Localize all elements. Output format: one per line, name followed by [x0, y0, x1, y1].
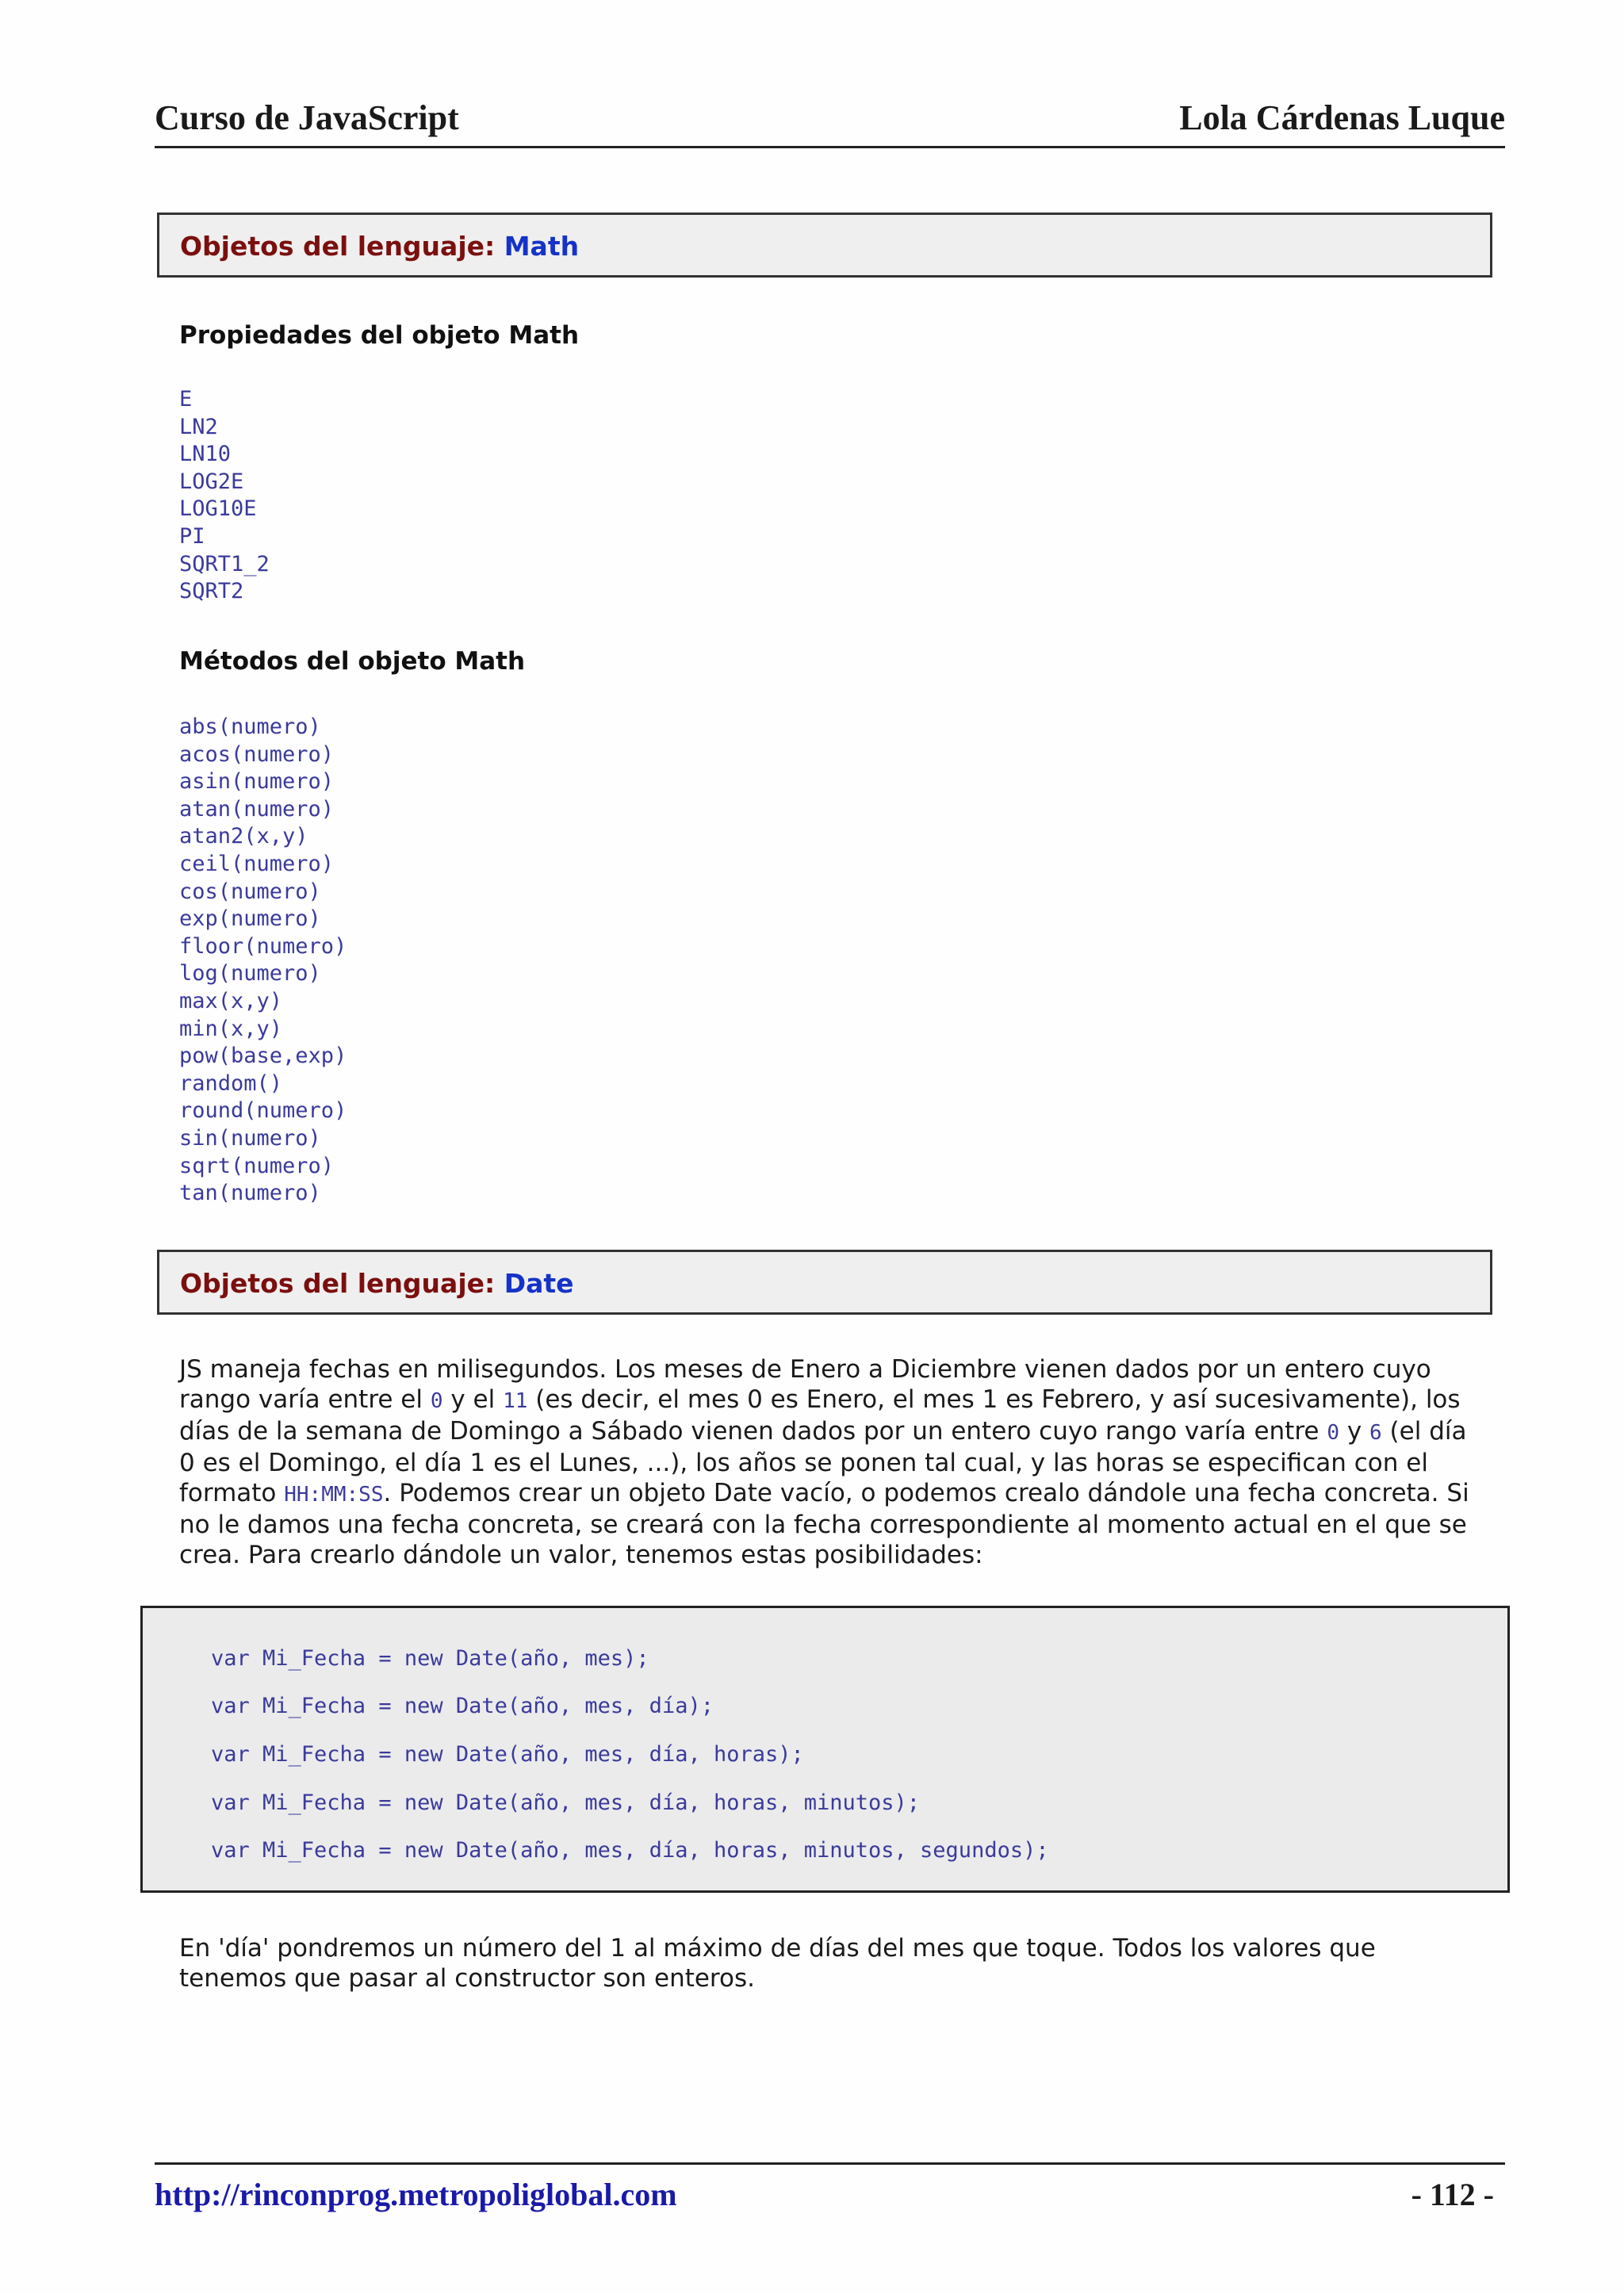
- date-intro-paragraph: [179, 1354, 1480, 1570]
- method-item: atan2(x,y): [179, 824, 308, 849]
- page-number: - 112 -: [1411, 2177, 1494, 2212]
- intro-text: y: [1339, 1417, 1370, 1446]
- method-item: random(): [179, 1070, 283, 1096]
- method-item: round(numero): [179, 1098, 347, 1124]
- method-item: exp(numero): [179, 906, 321, 932]
- method-item: floor(numero): [179, 933, 347, 959]
- inline-code: HH:MM:SS: [284, 1483, 384, 1507]
- properties-list: [179, 386, 270, 606]
- property-item: LN10: [179, 442, 232, 467]
- intro-text: (es decir, el mes 0 es Enero, el mes 1 es Febrero, y así sucesivamente), los días de la semana de Domingo a Sábado vienen dados por un entero cuyo rango varía entre: [179, 1385, 1461, 1446]
- code-line: var Mi_Fecha = new Date(año, mes, día, horas, minutos);: [211, 1790, 921, 1815]
- code-example-box: [140, 1606, 1510, 1893]
- code-line: var Mi_Fecha = new Date(año, mes, día, horas);: [211, 1742, 804, 1767]
- methods-list: [179, 714, 347, 1208]
- method-item: min(x,y): [179, 1016, 283, 1041]
- method-item: acos(numero): [179, 741, 335, 767]
- inline-code: 11: [503, 1389, 528, 1413]
- math-section-title: [180, 231, 579, 262]
- intro-text: (el día 0 es el Domingo, el día 1 es el Lunes, ...), los años se ponen tal cual, y las horas se especifican con el formato: [179, 1417, 1467, 1507]
- code-line: var Mi_Fecha = new Date(año, mes, día);: [211, 1694, 714, 1718]
- page-header: [155, 94, 1505, 148]
- intro-text: . Podemos crear un objeto Date vacío, o podemos crealo dándole una fecha concreta. Si no le damos una fecha concreta, se creará con la fecha correspondiente al momento actual en el que se crea. Para crearlo dándole un valor, tenemos estas posibilidades:: [179, 1479, 1469, 1569]
- page-footer: [155, 2162, 1505, 2212]
- section-label: Objetos del lenguaje:: [180, 231, 496, 262]
- property-item: LN2: [179, 414, 218, 439]
- method-item: log(numero): [179, 961, 321, 986]
- method-item: max(x,y): [179, 988, 283, 1013]
- method-item: asin(numero): [179, 769, 335, 795]
- intro-text: JS maneja fechas en milisegundos. Los meses de Enero a Diciembre vienen dados por un entero cuyo rango varía entre el: [179, 1355, 1431, 1414]
- method-item: atan(numero): [179, 796, 335, 821]
- math-section-banner: [157, 213, 1492, 278]
- section-object-name: Date: [504, 1268, 574, 1299]
- property-item: SQRT2: [179, 579, 244, 604]
- method-item: tan(numero): [179, 1181, 321, 1206]
- footer-website-link[interactable]: http://rinconprog.metropoliglobal.com: [155, 2177, 677, 2212]
- property-item: SQRT1_2: [179, 551, 270, 576]
- inline-code: 0: [1327, 1421, 1339, 1445]
- header-author: Lola Cárdenas Luque: [1179, 98, 1505, 137]
- date-section-banner: [157, 1250, 1492, 1315]
- method-item: cos(numero): [179, 879, 321, 904]
- property-item: LOG10E: [179, 496, 257, 522]
- intro-text: y el: [442, 1385, 504, 1414]
- method-item: abs(numero): [179, 714, 321, 739]
- date-section-title: [180, 1268, 574, 1299]
- method-item: pow(base,exp): [179, 1044, 347, 1069]
- inline-code: 6: [1369, 1421, 1382, 1445]
- date-outro-paragraph: En 'día' pondremos un número del 1 al máximo de días del mes que toque. Todos los valores que tenemos que pasar al constructor son enteros.: [179, 1934, 1376, 1993]
- code-line: var Mi_Fecha = new Date(año, mes, día, horas, minutos, segundos);: [211, 1838, 1049, 1863]
- method-item: ceil(numero): [179, 851, 335, 876]
- properties-heading: Propiedades del objeto Math: [179, 321, 580, 350]
- property-item: LOG2E: [179, 469, 244, 494]
- header-course-title: Curso de JavaScript: [155, 98, 459, 137]
- property-item: PI: [179, 523, 205, 549]
- method-item: sqrt(numero): [179, 1153, 335, 1178]
- section-label: Objetos del lenguaje:: [180, 1268, 496, 1299]
- inline-code: 0: [430, 1389, 443, 1413]
- property-item: E: [179, 387, 193, 412]
- method-item: sin(numero): [179, 1125, 321, 1151]
- code-line: var Mi_Fecha = new Date(año, mes);: [211, 1646, 649, 1671]
- section-object-name: Math: [504, 231, 580, 262]
- methods-heading: Métodos del objeto Math: [179, 647, 526, 676]
